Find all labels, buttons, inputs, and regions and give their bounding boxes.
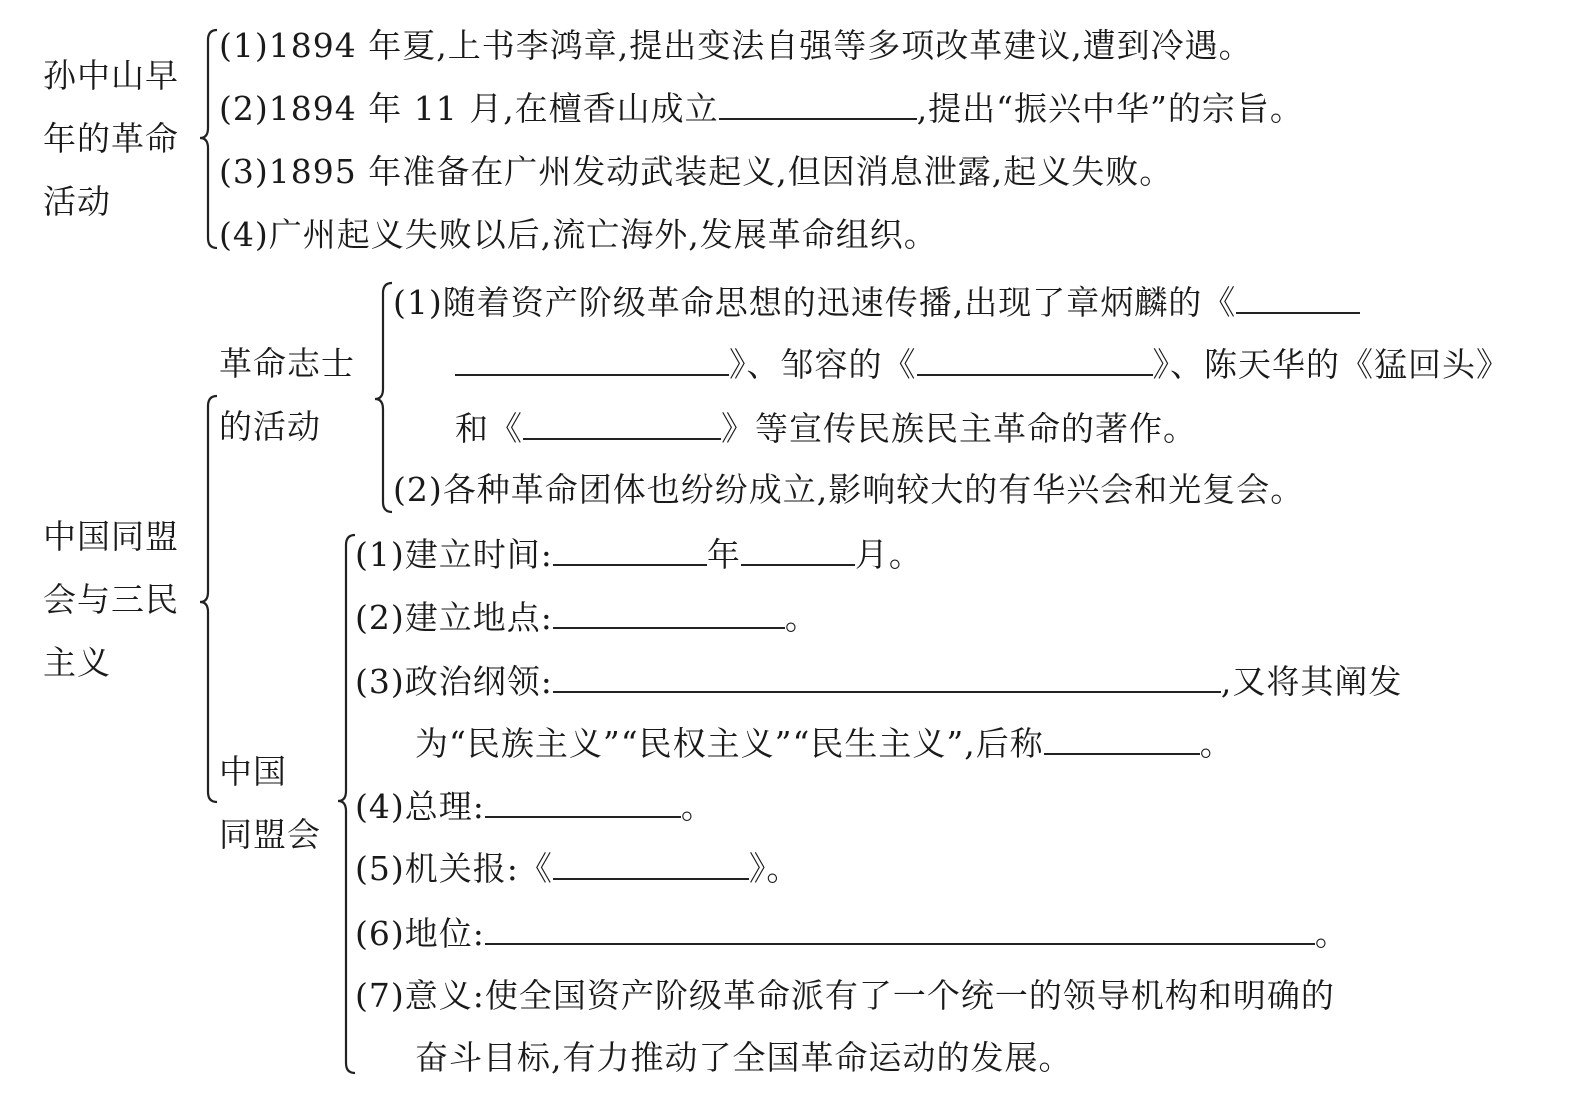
sub2-title-line1: 中国 (219, 752, 287, 791)
sub2-item1-c: 月。 (854, 535, 923, 574)
sub2-item4-b: 。 (680, 787, 715, 826)
sub1-title-line2: 的活动 (219, 407, 321, 446)
blank-field[interactable] (553, 661, 1221, 693)
sub2-title-line2: 同盟会 (219, 815, 321, 854)
blank-field[interactable] (917, 344, 1153, 376)
sub1-item1-line2 (455, 344, 1510, 385)
brace-section2 (200, 396, 217, 802)
sub1-item1-text2: 》、邹容的《 (729, 345, 917, 384)
blank-field[interactable] (485, 786, 681, 818)
section1-item2-post: ,提出“振兴中华”的宗旨。 (916, 89, 1304, 128)
sub2-item2 (355, 597, 819, 638)
sub1-item1-text1: (1)随着资产阶级革命思想的迅速传播,出现了章炳麟的《 (393, 283, 1237, 322)
sub1-item1-text5: 》等宣传民族民主革命的著作。 (721, 409, 1197, 448)
blank-field[interactable] (553, 848, 749, 880)
section1-item3: (3)1895 年准备在广州发动武装起义,但因消息泄露,起义失败。 (219, 152, 1174, 191)
sub2-item4 (355, 786, 715, 827)
sub1-item2: (2)各种革命团体也纷纷成立,影响较大的有华兴会和光复会。 (393, 470, 1305, 509)
sub2-item2-a: (2)建立地点: (355, 598, 553, 637)
sub2-item3-a: (3)政治纲领: (355, 662, 553, 701)
sub2-item3-c: 为“民族主义”“民权主义”“民生主义”,后称 (415, 724, 1044, 763)
section1-title-line3: 活动 (43, 182, 111, 221)
sub1-item1-text3: 》、陈天华的《猛回头》 (1152, 345, 1510, 384)
section2-title-line3: 主义 (43, 643, 111, 682)
sub2-item3-b: ,又将其阐发 (1220, 662, 1403, 701)
blank-field[interactable] (523, 408, 721, 440)
sub2-item3-line2 (415, 723, 1234, 764)
sub2-item5-b: 》。 (748, 849, 801, 888)
sub2-item7-line1: (7)意义:使全国资产阶级革命派有了一个统一的领导机构和明确的 (355, 976, 1335, 1015)
sub2-item6-a: (6)地位: (355, 914, 485, 953)
section1-item1: (1)1894 年夏,上书李鸿章,提出变法自强等多项改革建议,遭到冷遇。 (219, 26, 1253, 65)
sub1-item1-line3 (455, 408, 1197, 449)
blank-field[interactable] (1044, 723, 1200, 755)
blank-field[interactable] (741, 534, 855, 566)
blank-field[interactable] (553, 534, 707, 566)
sub2-item1-a: (1)建立时间: (355, 535, 553, 574)
sub2-item7-line2: 奋斗目标,有力推动了全国革命运动的发展。 (415, 1038, 1073, 1077)
sub2-item2-b: 。 (784, 598, 819, 637)
section1-item4: (4)广州起义失败以后,流亡海外,发展革命组织。 (219, 215, 938, 254)
blank-field[interactable] (485, 913, 1315, 945)
sub1-item1-text4: 和《 (455, 409, 523, 448)
brace-sub2 (338, 535, 355, 1073)
section2-title-line1: 中国同盟 (43, 517, 179, 556)
section1-title-line2: 年的革命 (43, 119, 179, 158)
sub2-item4-a: (4)总理: (355, 787, 485, 826)
brace-sub1 (375, 283, 392, 512)
blank-field[interactable] (719, 88, 917, 120)
blank-field[interactable] (1236, 282, 1360, 314)
blank-field[interactable] (455, 344, 729, 376)
sub2-item6 (355, 913, 1349, 954)
section1-title-line1: 孙中山早 (43, 56, 179, 95)
sub2-item6-b: 。 (1314, 914, 1349, 953)
blank-field[interactable] (553, 597, 785, 629)
sub1-title-line1: 革命志士 (219, 344, 355, 383)
sub2-item3-d: 。 (1199, 724, 1234, 763)
section2-title-line2: 会与三民 (43, 580, 179, 619)
sub2-item5-a: (5)机关报:《 (355, 849, 553, 888)
brace-section1 (200, 30, 217, 248)
section1-item2 (219, 88, 1304, 129)
sub1-item1-line1 (393, 282, 1360, 323)
sub2-item5 (355, 848, 800, 889)
sub2-item3-line1 (355, 661, 1402, 702)
sub2-item1-b: 年 (706, 535, 741, 574)
sub2-item1 (355, 534, 923, 575)
section1-item2-pre: (2)1894 年 11 月,在檀香山成立 (219, 89, 719, 128)
